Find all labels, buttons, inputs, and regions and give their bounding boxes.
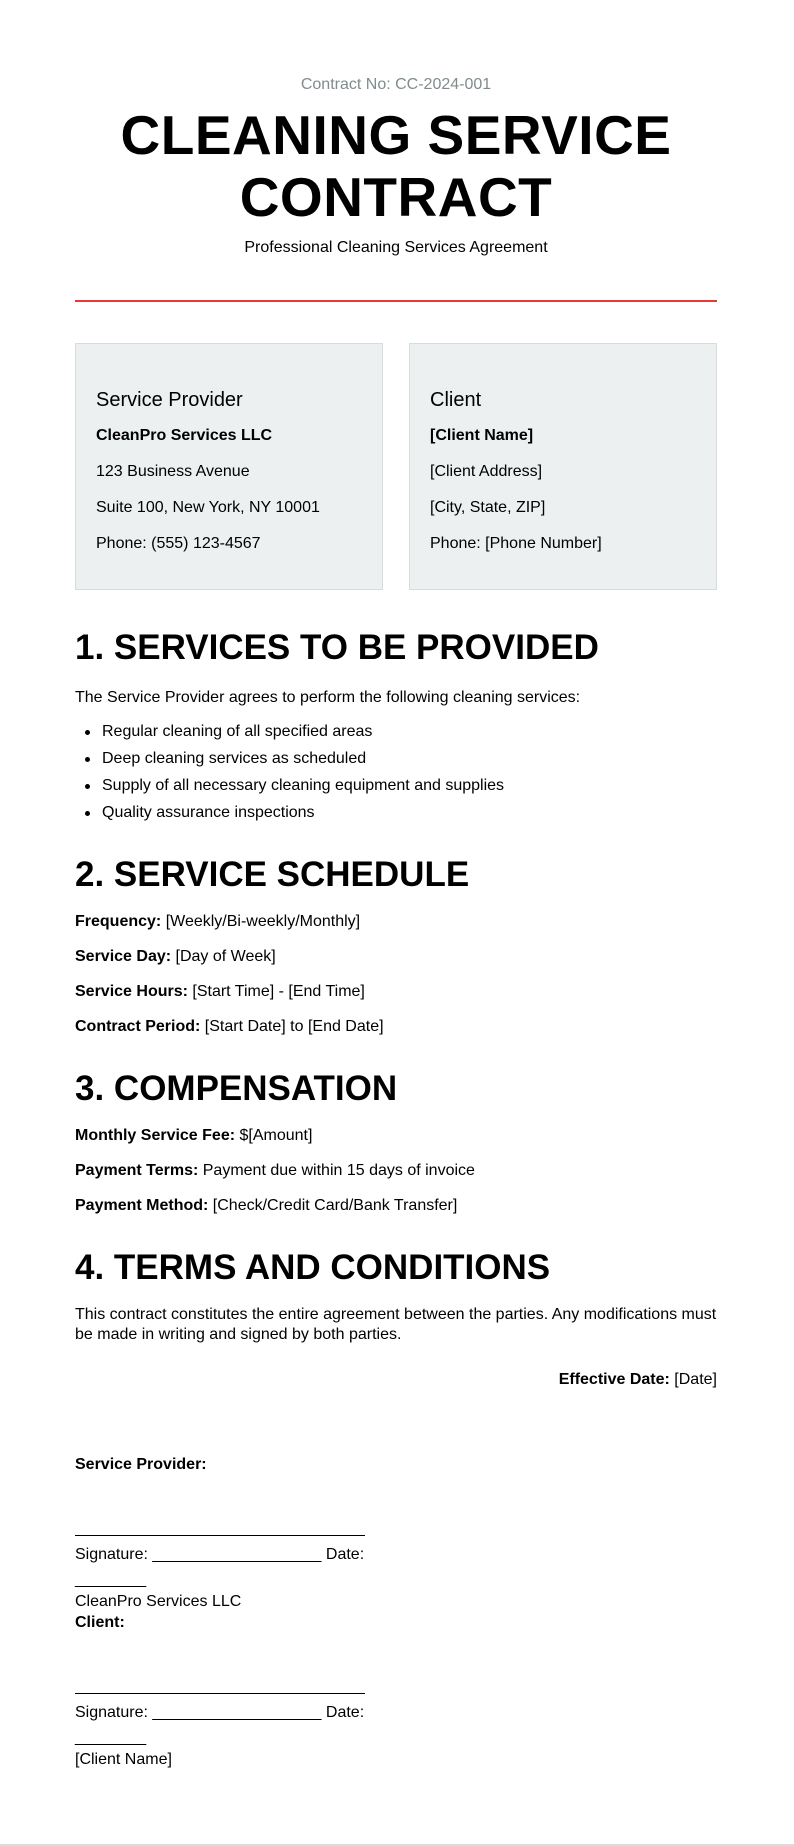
schedule-frequency: [75, 912, 360, 932]
party-heading: Service Provider: [96, 389, 243, 411]
field-label: Service Hours:: [75, 983, 188, 1000]
schedule-contract-period: [75, 1017, 384, 1037]
signature-block-client: [75, 1613, 365, 1770]
party-address-line-2: Suite 100, New York, NY 10001: [96, 499, 320, 516]
section-heading-compensation: 3. COMPENSATION: [75, 1069, 398, 1108]
document-title: CLEANING SERVICE CONTRACT: [120, 104, 672, 228]
signatory-name: CleanPro Services LLC: [75, 1593, 242, 1610]
field-label: Effective Date:: [558, 1371, 670, 1388]
field-label: Payment Terms:: [75, 1162, 199, 1179]
compensation-monthly-fee: [75, 1126, 312, 1146]
services-intro: The Service Provider agrees to perform the following cleaning services:: [75, 689, 581, 706]
party-address-line-1: [Client Address]: [430, 463, 543, 480]
signature-block-provider: [75, 1455, 365, 1612]
list-item: Deep cleaning services as scheduled: [75, 749, 504, 769]
field-value: [Day of Week]: [171, 948, 276, 965]
signature-date-field[interactable]: Signature: ___________________ Date: ________: [75, 1704, 365, 1746]
field-value: $[Amount]: [235, 1127, 313, 1144]
services-list: [75, 722, 504, 830]
section-heading-schedule: 2. SERVICE SCHEDULE: [75, 855, 470, 894]
signature-date-field[interactable]: Signature: ___________________ Date: ________: [75, 1546, 365, 1588]
signature-label: Client:: [75, 1614, 125, 1631]
field-value: [Date]: [669, 1371, 717, 1388]
party-phone: Phone: (555) 123-4567: [96, 535, 261, 552]
terms-text: This contract constitutes the entire agreement between the parties. Any modifications must be made in writing and signed by both parties.: [75, 1306, 717, 1343]
field-label: Service Day:: [75, 948, 172, 965]
contract-number: Contract No: CC-2024-001: [300, 76, 492, 93]
party-phone: Phone: [Phone Number]: [430, 535, 602, 552]
document-subtitle: Professional Cleaning Services Agreement: [244, 239, 548, 256]
header-divider: [75, 300, 717, 302]
field-value: Payment due within 15 days of invoice: [198, 1162, 475, 1179]
field-value: [Start Time] - [End Time]: [187, 983, 365, 1000]
service-provider-card: [75, 343, 383, 590]
signature-line[interactable]: [75, 1535, 365, 1536]
list-item: Supply of all necessary cleaning equipment and supplies: [75, 776, 504, 796]
signature-line[interactable]: [75, 1693, 365, 1694]
client-card: [409, 343, 717, 590]
field-label: Contract Period:: [75, 1018, 201, 1035]
schedule-service-hours: [75, 982, 365, 1002]
party-name: [Client Name]: [430, 427, 534, 444]
compensation-payment-terms: [75, 1161, 475, 1181]
list-item: Regular cleaning of all specified areas: [75, 722, 504, 742]
signatory-name: [Client Name]: [75, 1751, 172, 1768]
party-address-line-1: 123 Business Avenue: [96, 463, 250, 480]
list-item: Quality assurance inspections: [75, 803, 504, 823]
section-heading-services: 1. SERVICES TO BE PROVIDED: [75, 628, 599, 667]
effective-date: [75, 1370, 717, 1390]
section-heading-terms: 4. TERMS AND CONDITIONS: [75, 1248, 551, 1287]
party-heading: Client: [430, 389, 482, 411]
field-value: [Start Date] to [End Date]: [200, 1018, 384, 1035]
schedule-service-day: [75, 947, 276, 967]
field-label: Frequency:: [75, 913, 162, 930]
signature-label: Service Provider:: [75, 1456, 207, 1473]
field-value: [Weekly/Bi-weekly/Monthly]: [161, 913, 361, 930]
field-label: Payment Method:: [75, 1197, 209, 1214]
compensation-payment-method: [75, 1196, 457, 1216]
field-label: Monthly Service Fee:: [75, 1127, 236, 1144]
party-address-line-2: [City, State, ZIP]: [430, 499, 546, 516]
field-value: [Check/Credit Card/Bank Transfer]: [208, 1197, 458, 1214]
party-name: CleanPro Services LLC: [96, 427, 273, 444]
